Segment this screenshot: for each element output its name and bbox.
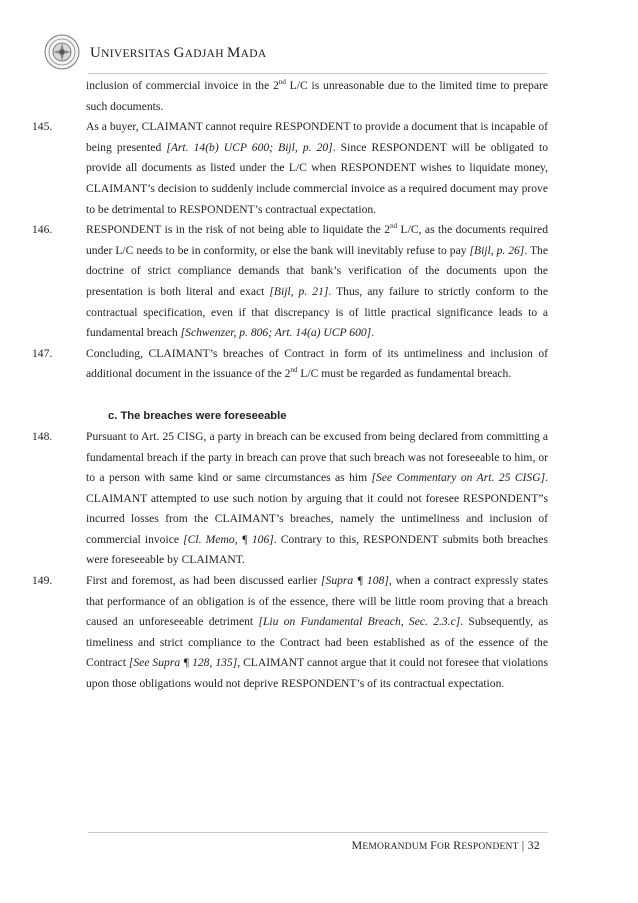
citation: [Schwenzer, p. 806; Art. 14(a) UCP 600] bbox=[180, 326, 372, 340]
paragraph-146: 146. RESPONDENT is in the risk of not being able to liquidate the 2nd L/C, as the documents required under L/C needs to be in conformity, or else the bank will inevitably refuse to pay [Bijl, p. 26]. The doctrine of strict compliance demands that bank’s verification of the documents upon the presentation is both literal and exact [Bijl, p. 21]. Thus, any failure to strictly conform to the contractual specification, even if that discrepancy is of little practical significance leads to a fundamental breach [Schwenzer, p. 806; Art. 14(a) UCP 600]. bbox=[32, 220, 548, 344]
citation: [See Supra ¶ 128, 135] bbox=[128, 656, 238, 670]
citation: [Art. 14(b) UCP 600; Bijl, p. 20] bbox=[166, 140, 333, 154]
paragraph-continuation: inclusion of commercial invoice in the 2nd L/C is unreasonable due to the limited time to prepare such documents. bbox=[86, 78, 548, 113]
paragraph-number: 147. bbox=[32, 346, 53, 360]
document-body bbox=[32, 76, 548, 695]
paragraph-145: 145. As a buyer, CLAIMANT cannot require RESPONDENT to provide a document that is incapable of being presented [Art. 14(b) UCP 600; Bijl, p. 20]. Since RESPONDENT will be obligated to provide all documents as listed under the L/C when RESPONDENT wishes to liquidate money, CLAIMANT’s decision to suddenly include commercial invoice as a required document may prove to be detrimental to RESPONDENT’s contractual expectation. bbox=[32, 117, 548, 220]
page-footer: MEMORANDUM FOR RESPONDENT | 32 bbox=[351, 838, 540, 852]
paragraph-number: 149. bbox=[32, 574, 53, 588]
paragraph-147: 147. Concluding, CLAIMANT’s breaches of Contract in form of its untimeliness and inclusion of additional document in the issuance of the 2nd L/C must be regarded as fundamental breach. bbox=[32, 344, 548, 385]
citation: [Cl. Memo, ¶ 106] bbox=[183, 532, 274, 546]
citation: [See Commentary on Art. 25 CISG] bbox=[371, 471, 546, 485]
page-number: 32 bbox=[527, 838, 540, 852]
paragraph-number: 148. bbox=[32, 429, 53, 443]
citation: [Bijl, p. 21] bbox=[269, 284, 329, 298]
page-header bbox=[44, 34, 544, 74]
citation: [Liu on Fundamental Breach, Sec. 2.3.c] bbox=[258, 615, 461, 629]
paragraph-149: 149. First and foremost, as had been discussed earlier [Supra ¶ 108], when a contract expressly states that performance of an obligation is of the essence, there will be little room proving that a breach caused an unforeseeable detriment [Liu on Fundamental Breach, Sec. 2.3.c]. Subsequently, as timeliness and strict compliance to the Contract had been established as of the essence of the Contract [See Supra ¶ 128, 135], CLAIMANT cannot argue that it could not foresee that violations upon those obligations would not deprive RESPONDENT’s of its contractual expectation. bbox=[32, 571, 548, 695]
paragraph-number: 146. bbox=[32, 223, 53, 237]
footer-divider bbox=[88, 832, 548, 833]
section-subheading: c. The breaches were foreseeable bbox=[108, 409, 287, 422]
citation: [Bijl, p. 26] bbox=[469, 243, 525, 257]
university-seal-icon bbox=[44, 34, 80, 70]
header-divider bbox=[88, 73, 548, 74]
citation: [Supra ¶ 108] bbox=[321, 574, 389, 588]
paragraph-number: 145. bbox=[32, 120, 53, 134]
paragraph-148: 148. Pursuant to Art. 25 CISG, a party in breach can be excused from being declared from committing a fundamental breach if the party in breach can prove that such breach was not foreseeable to him, or to a person with same kind or same circumstances as him [See Commentary on Art. 25 CISG]. CLAIMANT attempted to use such notion by arguing that it could not foresee RESPONDENT”s incurred losses from the CLAIMANT’s breaches, namely the untimeliness and inclusion of commercial invoice [Cl. Memo, ¶ 106]. Contrary to this, RESPONDENT submits both breaches were foreseeable by CLAIMANT. bbox=[32, 427, 548, 571]
university-name: UNIVERSITAS GADJAH MADA bbox=[90, 45, 267, 61]
